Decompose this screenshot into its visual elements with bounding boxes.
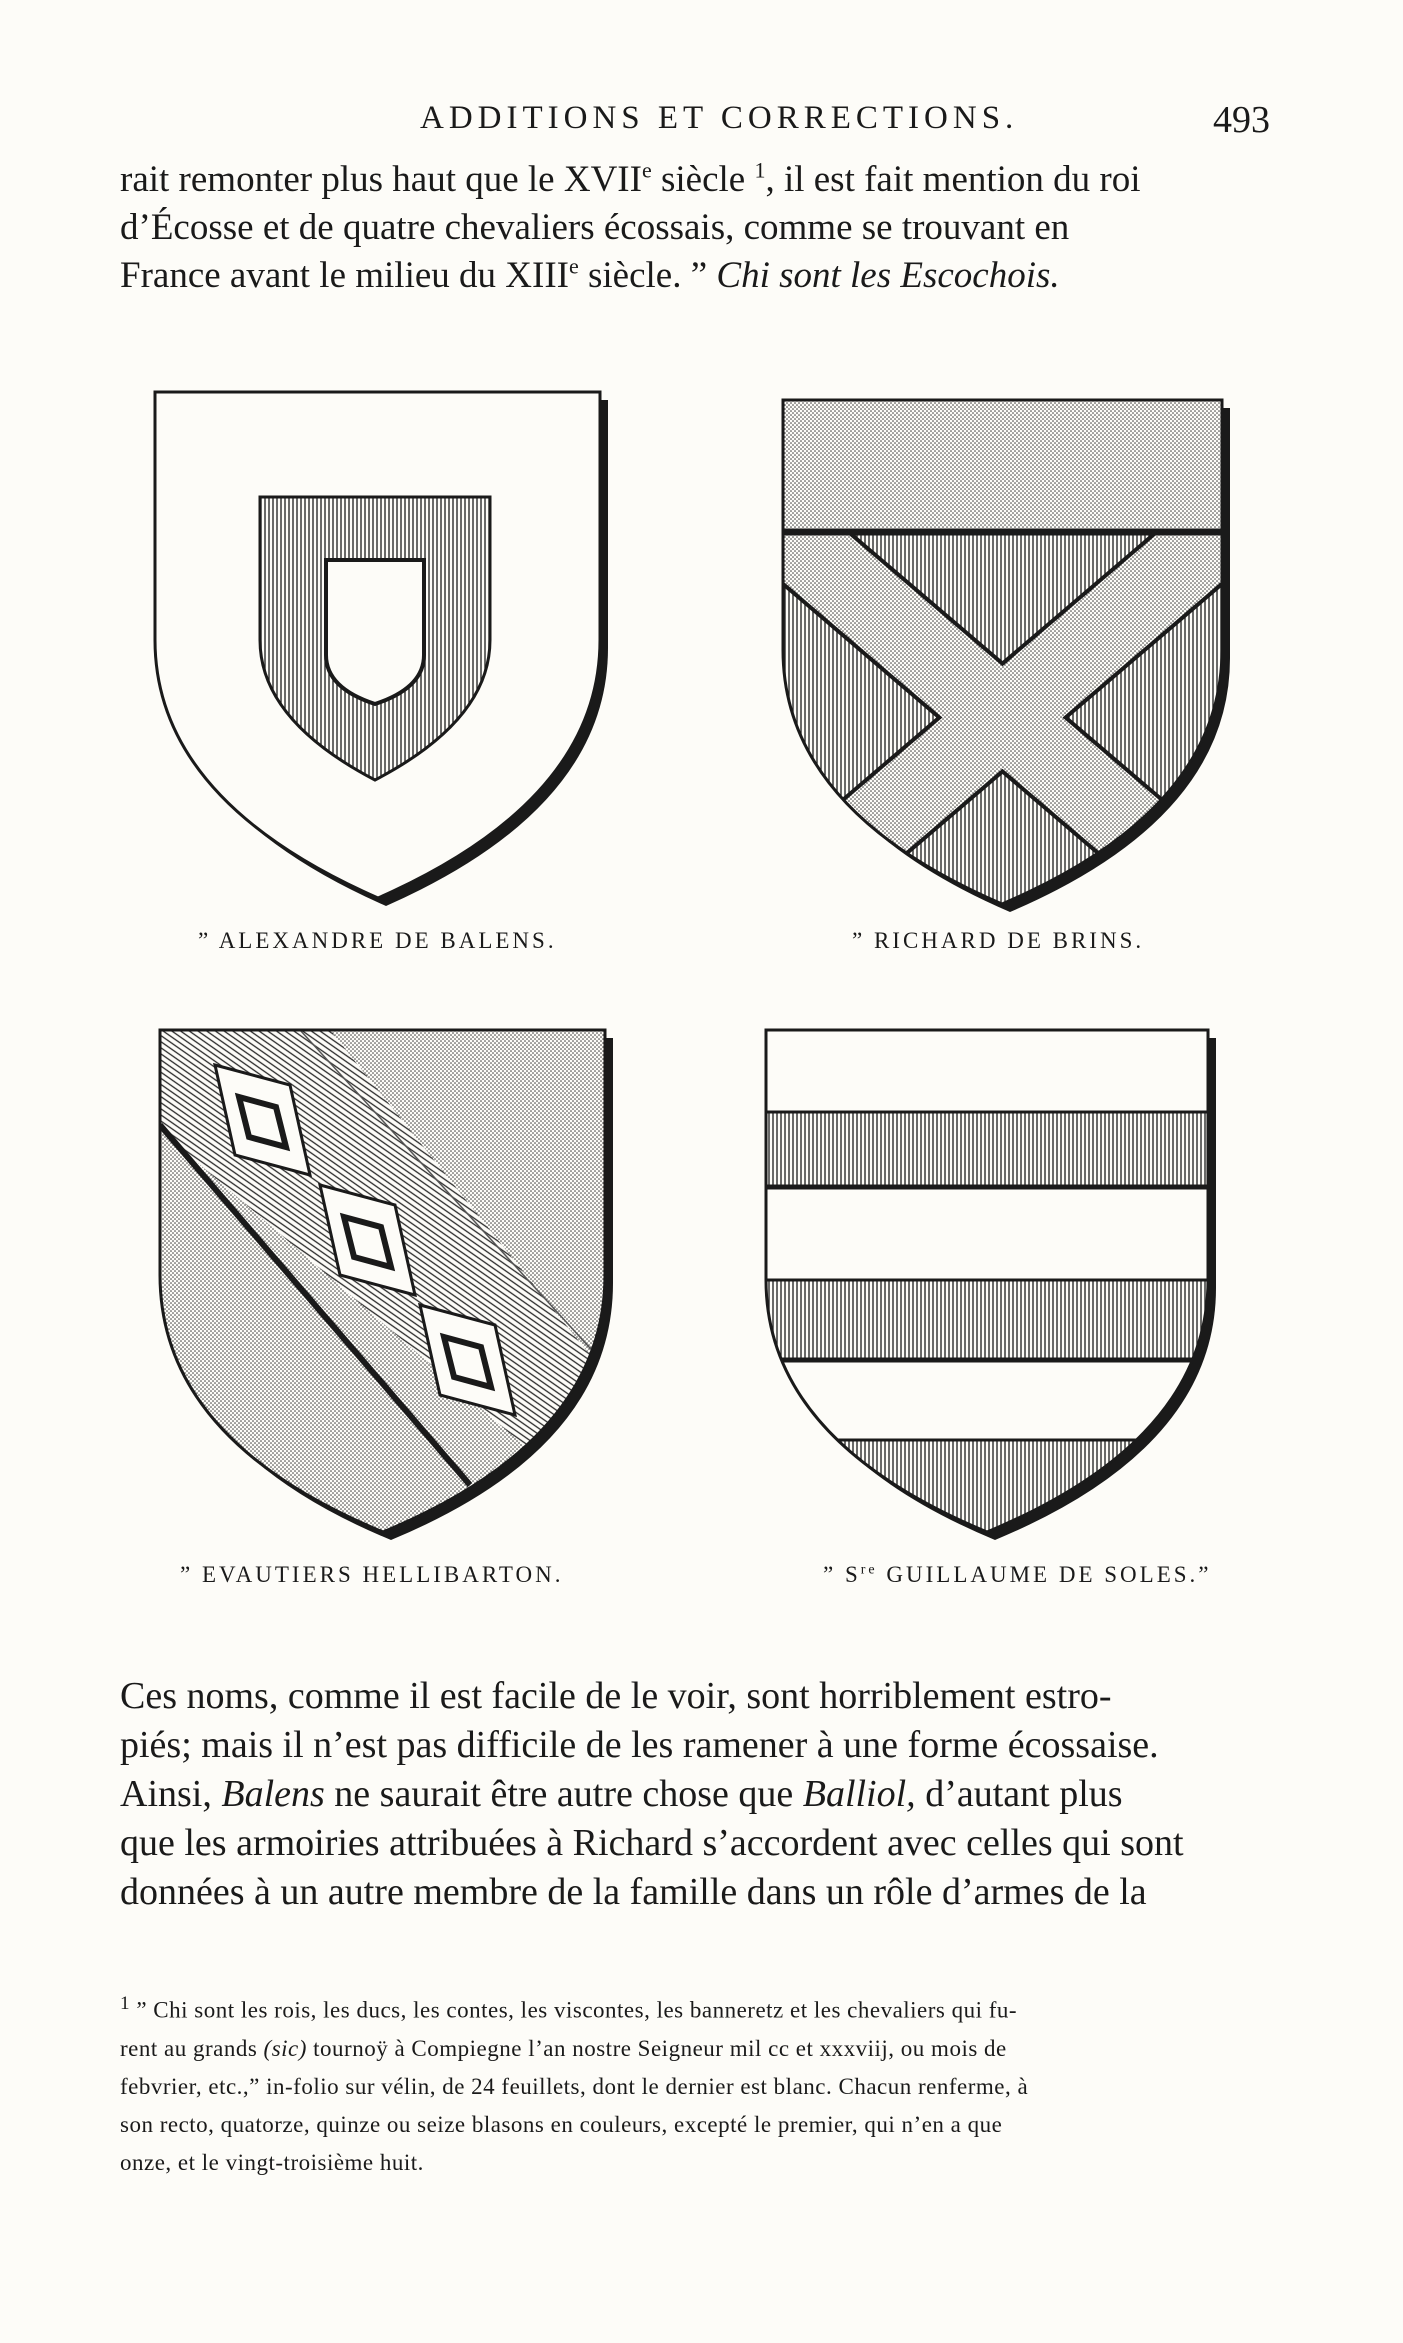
body-line-5: données à un autre membre de la famille dans un rôle d’armes de la xyxy=(120,1871,1147,1913)
shield-brins xyxy=(783,400,1230,912)
footnote-line-4: son recto, quatorze, quinze ou seize blasons en couleurs, excepté le premier, qui n’en a que xyxy=(120,2111,1003,2137)
footnote-line-1: $^1$ ” Chi sont les rois, les ducs, les contes, les viscontes, les banneretz et les chevaliers qui fu- xyxy=(120,1993,1018,2023)
footnote-line-2: rent au grands (sic) tournoÿ à Compiegne l’an nostre Seigneur mil cc et xxxviij, ou mois de xyxy=(120,2035,1007,2061)
footnote-ref[interactable]: 1 xyxy=(754,157,766,183)
footnote xyxy=(120,1985,1265,2182)
shield-hellibarton xyxy=(160,1030,613,1540)
caption-brins: ” RICHARD DE BRINS. xyxy=(852,928,1145,953)
body-line-1: Ces noms, comme il est facile de le voir, sont horriblement estro- xyxy=(120,1675,1112,1717)
intro-line-3: France avant le milieu du XIIIe siècle. ” Chi sont les Escochois. xyxy=(120,253,1060,296)
caption-balens: ” ALEXANDRE DE BALENS. xyxy=(198,928,557,953)
body-line-2: piés; mais il n’est pas difficile de les ramener à une forme écossaise. xyxy=(120,1724,1159,1766)
quoted-title: Chi sont les Escochois. xyxy=(716,255,1060,296)
shield-soles xyxy=(766,1030,1216,1540)
running-title: ADDITIONS ET CORRECTIONS. xyxy=(420,100,1019,136)
page-number: 493 xyxy=(1213,99,1270,141)
footnote-marker: 1 xyxy=(120,1993,131,2014)
superscript-e: e xyxy=(641,157,652,183)
body-paragraph xyxy=(120,1672,1265,1917)
body-line-3: Ainsi, Balens ne saurait être autre chose que Balliol, d’autant plus xyxy=(120,1773,1123,1815)
caption-hellibarton: ” EVAUTIERS HELLIBARTON. xyxy=(180,1562,564,1587)
caption-soles: ” $S^{re}$ GUILLAUME DE SOLES.” xyxy=(823,1562,1212,1587)
intro-line-1: rait remonter plus haut que le XVIIe siècle $^1$, il est fait mention du roi xyxy=(120,157,1141,200)
intro-line-2: d’Écosse et de quatre chevaliers écossais, comme se trouvant en xyxy=(120,207,1070,248)
footnote-line-3: febvrier, etc.,” in-folio sur vélin, de 24 feuillets, dont le dernier est blanc. Chacun renferme, à xyxy=(120,2073,1029,2099)
body-line-4: que les armoiries attribuées à Richard s’accordent avec celles qui sont xyxy=(120,1822,1184,1864)
footnote-line-5: onze, et le vingt-troisième huit. xyxy=(120,2149,424,2175)
shield-balens xyxy=(155,392,608,906)
